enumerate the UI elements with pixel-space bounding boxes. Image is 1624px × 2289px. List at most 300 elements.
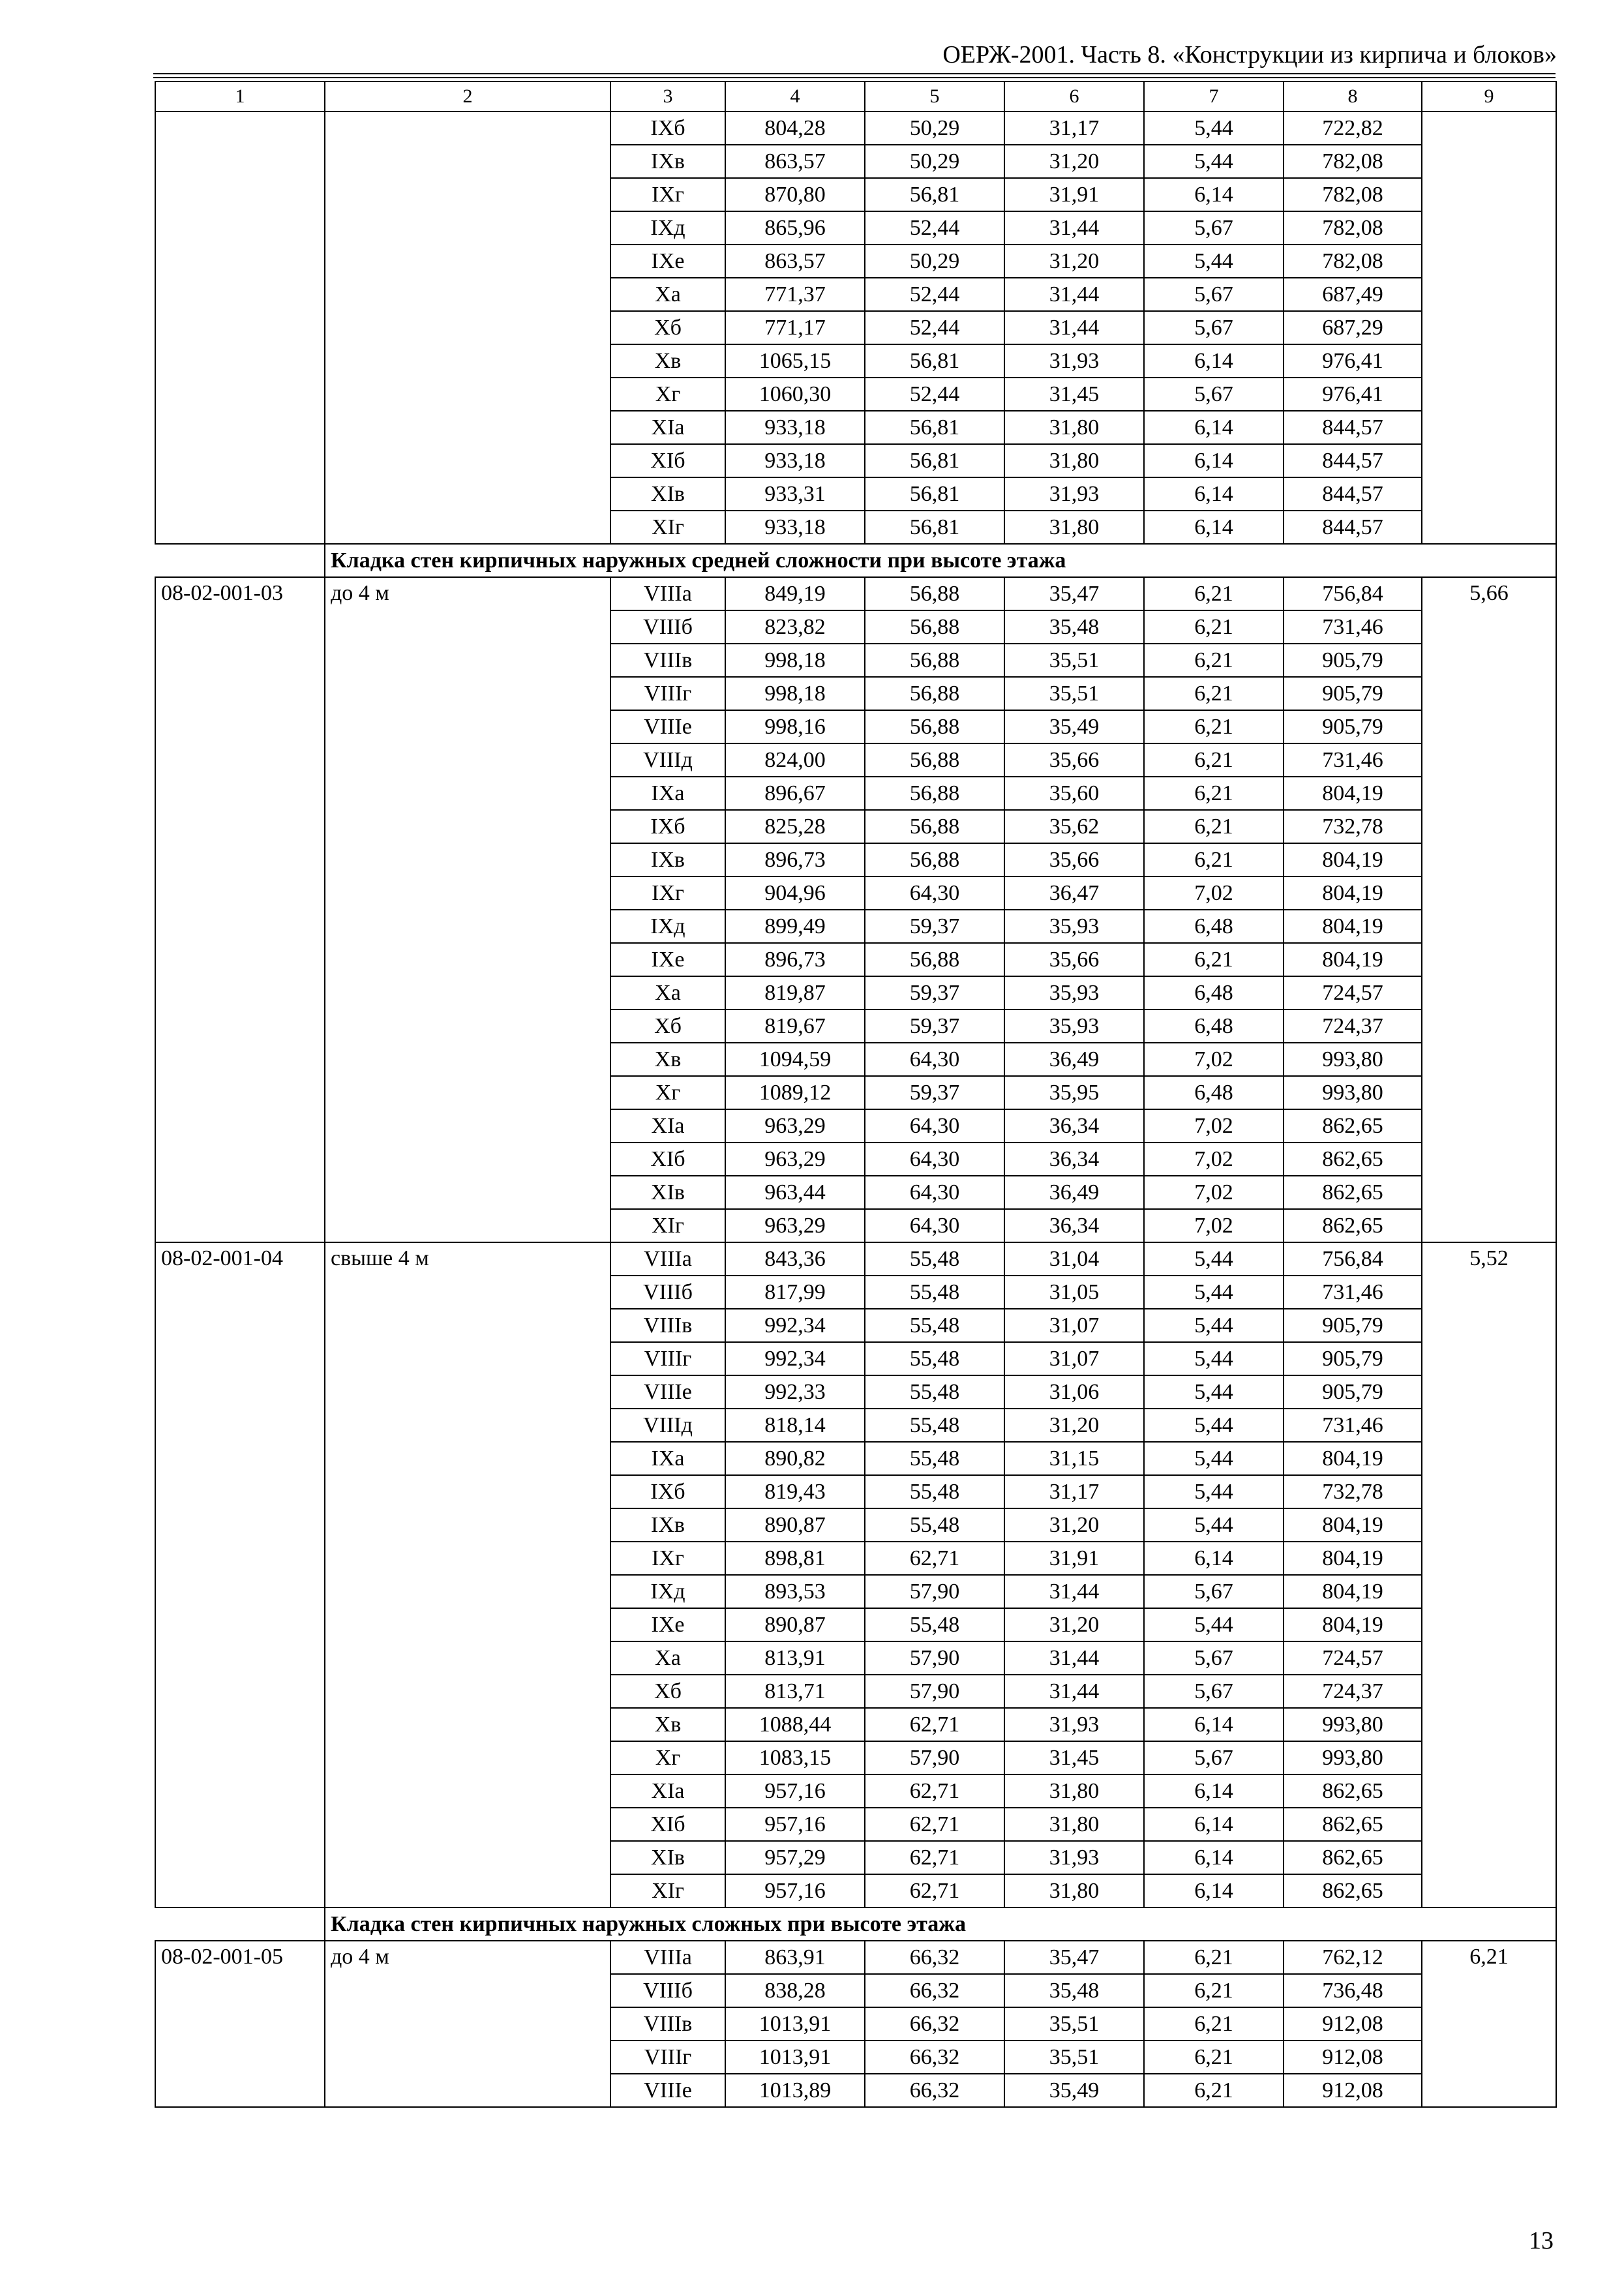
value-cell: 963,44 [725,1176,865,1209]
value-cell: 1089,12 [725,1076,865,1109]
value-cell: 55,48 [865,1276,1004,1309]
value-cell: 6,48 [1144,910,1284,943]
value-cell: 35,93 [1004,910,1144,943]
value-cell: 31,06 [1004,1375,1144,1409]
value-cell: 804,19 [1284,1542,1422,1575]
value-cell: 899,49 [725,910,865,943]
value-cell: 762,12 [1284,1941,1422,1974]
value-cell: 55,48 [865,1442,1004,1475]
table-row [155,1941,1556,1974]
value-cell: 6,21 [1144,810,1284,843]
value-cell: 6,48 [1144,1076,1284,1109]
region-cell: XIб [610,1808,725,1841]
value-cell: 31,07 [1004,1309,1144,1342]
value-cell: 844,57 [1284,411,1422,444]
value-cell: 933,18 [725,444,865,477]
value-cell: 7,02 [1144,1043,1284,1076]
value-cell: 844,57 [1284,511,1422,544]
value-cell: 56,88 [865,677,1004,710]
value-cell: 31,80 [1004,444,1144,477]
value-cell: 5,44 [1144,145,1284,178]
region-cell: VIIIд [610,1409,725,1442]
value-cell: 6,21 [1144,710,1284,743]
region-cell: VIIIв [610,1309,725,1342]
value-cell: 56,81 [865,411,1004,444]
value-cell: 35,93 [1004,976,1144,1010]
column-number-cell: 9 [1422,82,1556,112]
column-number-cell: 7 [1144,82,1284,112]
value-cell: 36,34 [1004,1143,1144,1176]
region-cell: IXб [610,112,725,145]
value-cell: 6,21 [1144,644,1284,677]
value-cell: 863,57 [725,245,865,278]
value-cell: 865,96 [725,211,865,245]
value-cell: 817,99 [725,1276,865,1309]
value-cell: 55,48 [865,1342,1004,1375]
region-cell: VIIIб [610,1974,725,2007]
value-cell: 36,49 [1004,1043,1144,1076]
value-cell: 804,19 [1284,1442,1422,1475]
value-cell: 6,14 [1144,1708,1284,1741]
value-cell: 5,44 [1144,1342,1284,1375]
value-cell: 31,20 [1004,1508,1144,1542]
value-cell: 6,21 [1144,943,1284,976]
value-cell: 912,08 [1284,2074,1422,2107]
value-cell: 933,31 [725,477,865,511]
column-number-cell: 8 [1284,82,1422,112]
value-cell: 6,14 [1144,1774,1284,1808]
floor-height-cell [325,112,610,544]
value-cell: 57,90 [865,1575,1004,1608]
region-cell: VIIIе [610,710,725,743]
table-row [155,577,1556,610]
region-cell: XIв [610,477,725,511]
value-cell: 31,44 [1004,311,1144,344]
value-cell: 66,32 [865,2041,1004,2074]
value-cell: 35,60 [1004,777,1144,810]
value-cell: 6,21 [1144,610,1284,644]
value-cell: 7,02 [1144,1209,1284,1242]
section-title-spacer [155,544,325,577]
value-cell: 50,29 [865,112,1004,145]
document-title: ОЕРЖ-2001. Часть 8. «Конструкции из кирпича и блоков» [942,41,1557,68]
floor-height-cell: до 4 м [325,577,610,1242]
rate-code-cell: 08-02-001-04 [155,1242,325,1908]
region-cell: IXв [610,1508,725,1542]
value-cell: 64,30 [865,1176,1004,1209]
value-cell: 31,91 [1004,178,1144,211]
value-cell: 904,96 [725,876,865,910]
value-cell: 782,08 [1284,211,1422,245]
value-cell: 993,80 [1284,1076,1422,1109]
region-cell: Xв [610,344,725,378]
region-cell: VIIIб [610,610,725,644]
value-cell: 56,88 [865,577,1004,610]
value-cell: 957,29 [725,1841,865,1874]
value-cell: 6,21 [1144,2041,1284,2074]
region-cell: XIа [610,411,725,444]
value-cell: 35,51 [1004,2007,1144,2041]
value-cell: 724,37 [1284,1675,1422,1708]
value-cell: 59,37 [865,976,1004,1010]
rates-table [155,81,1557,2108]
value-cell: 31,80 [1004,1874,1144,1908]
value-cell: 818,14 [725,1409,865,1442]
value-cell: 6,21 [1144,1941,1284,1974]
value-cell: 5,44 [1144,112,1284,145]
value-cell: 905,79 [1284,1309,1422,1342]
value-cell: 66,32 [865,1974,1004,2007]
value-cell: 963,29 [725,1143,865,1176]
header-rule-secondary [153,77,1556,78]
value-cell: 31,45 [1004,378,1144,411]
region-cell: Xа [610,976,725,1010]
value-cell: 5,67 [1144,1641,1284,1675]
value-cell: 6,21 [1144,843,1284,876]
value-cell: 963,29 [725,1109,865,1143]
value-cell: 52,44 [865,378,1004,411]
value-cell: 819,67 [725,1010,865,1043]
value-cell: 31,45 [1004,1741,1144,1774]
region-cell: Xв [610,1043,725,1076]
value-cell: 36,49 [1004,1176,1144,1209]
value-cell: 31,44 [1004,1575,1144,1608]
value-cell: 844,57 [1284,444,1422,477]
value-cell: 993,80 [1284,1708,1422,1741]
value-cell: 59,37 [865,910,1004,943]
value-cell: 31,44 [1004,1675,1144,1708]
value-cell: 5,44 [1144,1242,1284,1276]
region-cell: IXг [610,876,725,910]
value-cell: 6,14 [1144,1808,1284,1841]
region-cell: XIг [610,1209,725,1242]
value-cell: 55,48 [865,1309,1004,1342]
value-cell: 844,57 [1284,477,1422,511]
value-cell: 66,32 [865,1941,1004,1974]
value-cell: 31,80 [1004,1774,1144,1808]
value-cell: 66,32 [865,2007,1004,2041]
value-cell: 55,48 [865,1508,1004,1542]
value-cell: 56,81 [865,344,1004,378]
value-cell: 6,48 [1144,976,1284,1010]
value-cell: 862,65 [1284,1874,1422,1908]
value-cell: 687,49 [1284,278,1422,311]
region-cell: IXг [610,178,725,211]
value-cell: 56,88 [865,710,1004,743]
value-cell: 862,65 [1284,1841,1422,1874]
value-cell: 7,02 [1144,1109,1284,1143]
column-number-cell: 3 [610,82,725,112]
value-cell: 35,51 [1004,677,1144,710]
region-cell: VIIIа [610,577,725,610]
value-cell: 843,36 [725,1242,865,1276]
value-cell: 31,80 [1004,411,1144,444]
value-cell: 722,82 [1284,112,1422,145]
value-cell: 756,84 [1284,577,1422,610]
value-cell: 6,21 [1144,577,1284,610]
value-cell: 838,28 [725,1974,865,2007]
value-cell: 1060,30 [725,378,865,411]
column-number-cell: 5 [865,82,1004,112]
value-cell: 31,20 [1004,245,1144,278]
column-number-cell: 1 [155,82,325,112]
value-cell: 35,47 [1004,1941,1144,1974]
value-cell: 6,14 [1144,444,1284,477]
column-number-row [155,82,1556,112]
value-cell: 992,33 [725,1375,865,1409]
region-cell: IXв [610,843,725,876]
value-cell: 31,44 [1004,278,1144,311]
floor-height-cell: свыше 4 м [325,1242,610,1908]
value-cell: 64,30 [865,1109,1004,1143]
column-number-cell: 4 [725,82,865,112]
region-cell: VIIIд [610,743,725,777]
value-cell: 933,18 [725,511,865,544]
region-cell: Xг [610,1076,725,1109]
value-cell: 31,91 [1004,1542,1144,1575]
value-cell: 804,19 [1284,1508,1422,1542]
value-cell: 863,91 [725,1941,865,1974]
value-cell: 804,28 [725,112,865,145]
value-cell: 7,02 [1144,1176,1284,1209]
value-cell: 62,71 [865,1841,1004,1874]
value-cell: 771,37 [725,278,865,311]
table-body [155,82,1556,2107]
value-cell: 35,62 [1004,810,1144,843]
value-cell: 56,88 [865,610,1004,644]
floor-height-cell: до 4 м [325,1941,610,2107]
value-cell: 890,87 [725,1608,865,1641]
region-cell: Xв [610,1708,725,1741]
value-cell: 890,82 [725,1442,865,1475]
value-cell: 6,21 [1144,677,1284,710]
value-cell: 6,21 [1144,743,1284,777]
region-cell: IXд [610,910,725,943]
value-cell: 5,44 [1144,1375,1284,1409]
value-cell: 905,79 [1284,644,1422,677]
value-cell: 896,73 [725,843,865,876]
page-number: 13 [1529,2227,1554,2254]
value-cell: 825,28 [725,810,865,843]
section-title: Кладка стен кирпичных наружных сложных при высоте этажа [325,1908,1556,1941]
value-cell: 993,80 [1284,1043,1422,1076]
value-cell: 771,17 [725,311,865,344]
value-cell: 56,88 [865,943,1004,976]
value-cell: 6,21 [1144,1974,1284,2007]
value-cell: 893,53 [725,1575,865,1608]
value-cell: 5,67 [1144,311,1284,344]
value-cell: 66,32 [865,2074,1004,2107]
value-cell: 6,14 [1144,1874,1284,1908]
value-cell: 6,14 [1144,411,1284,444]
value-cell: 1065,15 [725,344,865,378]
value-cell: 782,08 [1284,178,1422,211]
value-cell: 957,16 [725,1808,865,1841]
region-cell: IXа [610,1442,725,1475]
value-cell: 31,44 [1004,1641,1144,1675]
value-cell: 724,57 [1284,976,1422,1010]
value-cell: 31,04 [1004,1242,1144,1276]
value-cell: 998,18 [725,677,865,710]
value-cell: 31,20 [1004,145,1144,178]
section-title-row [155,544,1556,577]
value-cell: 5,44 [1144,1608,1284,1641]
value-cell: 7,02 [1144,1143,1284,1176]
value-cell: 804,19 [1284,1608,1422,1641]
value-cell: 55,48 [865,1608,1004,1641]
region-cell: IXе [610,245,725,278]
region-cell: VIIIе [610,1375,725,1409]
region-cell: Xг [610,378,725,411]
section-title: Кладка стен кирпичных наружных средней сложности при высоте этажа [325,544,1556,577]
value-cell: 862,65 [1284,1109,1422,1143]
value-cell: 782,08 [1284,145,1422,178]
region-cell: Xг [610,1741,725,1774]
region-cell: Xа [610,278,725,311]
region-cell: IXе [610,943,725,976]
value-cell: 1013,91 [725,2007,865,2041]
value-cell: 933,18 [725,411,865,444]
value-cell: 862,65 [1284,1209,1422,1242]
value-cell: 56,88 [865,743,1004,777]
value-cell: 5,44 [1144,245,1284,278]
value-cell: 862,65 [1284,1176,1422,1209]
value-cell: 732,78 [1284,1475,1422,1508]
value-cell: 31,80 [1004,511,1144,544]
value-cell: 57,90 [865,1675,1004,1708]
rate-code-cell: 08-02-001-03 [155,577,325,1242]
value-cell: 6,14 [1144,511,1284,544]
value-cell: 5,67 [1144,278,1284,311]
value-cell: 55,48 [865,1475,1004,1508]
value-cell: 56,81 [865,477,1004,511]
value-cell: 52,44 [865,311,1004,344]
value-cell: 756,84 [1284,1242,1422,1276]
value-cell: 36,34 [1004,1109,1144,1143]
value-cell: 5,44 [1144,1442,1284,1475]
region-cell: IXг [610,1542,725,1575]
value-cell: 976,41 [1284,378,1422,411]
value-cell: 804,19 [1284,876,1422,910]
value-cell: 62,71 [865,1808,1004,1841]
value-cell: 896,73 [725,943,865,976]
table-row [155,112,1556,145]
value-cell: 6,14 [1144,1542,1284,1575]
value-cell: 813,91 [725,1641,865,1675]
value-cell: 55,48 [865,1242,1004,1276]
value-cell: 976,41 [1284,344,1422,378]
value-cell: 992,34 [725,1309,865,1342]
value-cell: 57,90 [865,1641,1004,1675]
value-cell: 56,88 [865,777,1004,810]
value-cell: 57,90 [865,1741,1004,1774]
value-cell: 5,44 [1144,1309,1284,1342]
value-cell: 905,79 [1284,677,1422,710]
region-cell: VIIIв [610,644,725,677]
labor-rate-cell: 5,52 [1422,1242,1556,1908]
value-cell: 731,46 [1284,743,1422,777]
value-cell: 55,48 [865,1409,1004,1442]
region-cell: XIг [610,511,725,544]
value-cell: 804,19 [1284,843,1422,876]
region-cell: Xб [610,1675,725,1708]
rate-code-cell: 08-02-001-05 [155,1941,325,2107]
value-cell: 62,71 [865,1774,1004,1808]
value-cell: 957,16 [725,1874,865,1908]
value-cell: 31,93 [1004,344,1144,378]
page-header [153,38,1557,72]
value-cell: 35,49 [1004,710,1144,743]
region-cell: Xб [610,1010,725,1043]
value-cell: 64,30 [865,1043,1004,1076]
section-title-row [155,1908,1556,1941]
value-cell: 6,48 [1144,1010,1284,1043]
value-cell: 35,93 [1004,1010,1144,1043]
region-cell: VIIIг [610,677,725,710]
value-cell: 5,67 [1144,378,1284,411]
value-cell: 31,93 [1004,1841,1144,1874]
value-cell: 59,37 [865,1010,1004,1043]
value-cell: 62,71 [865,1708,1004,1741]
value-cell: 5,44 [1144,1276,1284,1309]
value-cell: 31,07 [1004,1342,1144,1375]
value-cell: 52,44 [865,278,1004,311]
value-cell: 56,81 [865,511,1004,544]
value-cell: 732,78 [1284,810,1422,843]
value-cell: 31,15 [1004,1442,1144,1475]
region-cell: VIIIв [610,2007,725,2041]
labor-rate-cell: 5,66 [1422,577,1556,1242]
value-cell: 862,65 [1284,1808,1422,1841]
value-cell: 731,46 [1284,610,1422,644]
value-cell: 687,29 [1284,311,1422,344]
rate-code-cell [155,112,325,544]
region-cell: VIIIг [610,1342,725,1375]
value-cell: 993,80 [1284,1741,1422,1774]
value-cell: 62,71 [865,1874,1004,1908]
region-cell: IXе [610,1608,725,1641]
value-cell: 56,81 [865,178,1004,211]
value-cell: 62,71 [865,1542,1004,1575]
value-cell: 56,81 [865,444,1004,477]
value-cell: 905,79 [1284,1342,1422,1375]
value-cell: 819,43 [725,1475,865,1508]
value-cell: 6,14 [1144,1841,1284,1874]
region-cell: VIIIе [610,2074,725,2107]
value-cell: 804,19 [1284,777,1422,810]
region-cell: VIIIг [610,2041,725,2074]
value-cell: 824,00 [725,743,865,777]
value-cell: 5,44 [1144,1475,1284,1508]
value-cell: 1088,44 [725,1708,865,1741]
value-cell: 6,14 [1144,477,1284,511]
value-cell: 724,37 [1284,1010,1422,1043]
value-cell: 64,30 [865,1143,1004,1176]
value-cell: 6,14 [1144,178,1284,211]
value-cell: 905,79 [1284,710,1422,743]
value-cell: 863,57 [725,145,865,178]
value-cell: 823,82 [725,610,865,644]
value-cell: 5,67 [1144,211,1284,245]
value-cell: 56,88 [865,644,1004,677]
value-cell: 998,16 [725,710,865,743]
value-cell: 35,66 [1004,743,1144,777]
value-cell: 35,66 [1004,843,1144,876]
value-cell: 56,88 [865,810,1004,843]
value-cell: 912,08 [1284,2007,1422,2041]
value-cell: 52,44 [865,211,1004,245]
region-cell: XIб [610,1143,725,1176]
